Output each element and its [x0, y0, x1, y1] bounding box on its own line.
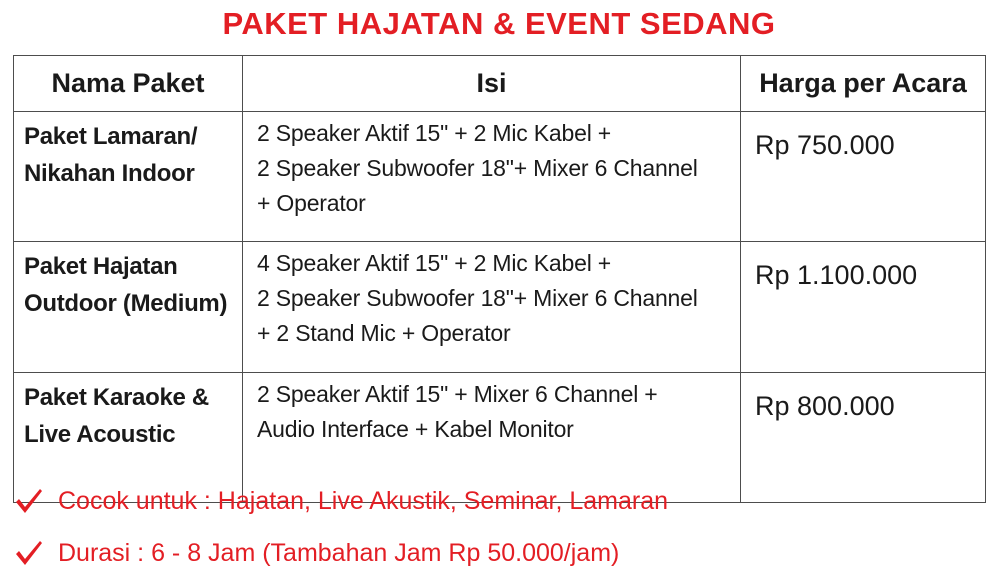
header-nama-paket: Nama Paket	[14, 56, 243, 112]
table-row	[14, 242, 986, 373]
package-name-line: Nikahan Indoor	[24, 160, 195, 187]
package-price-table	[13, 55, 986, 503]
package-name-line: Outdoor (Medium)	[24, 290, 228, 317]
package-name-cell	[14, 112, 243, 242]
package-contents-line: + 2 Stand Mic + Operator	[257, 320, 511, 346]
package-name-line: Paket Lamaran/	[24, 123, 198, 150]
page-title: PAKET HAJATAN & EVENT SEDANG	[222, 6, 776, 41]
package-price: Rp 800.000	[741, 373, 986, 503]
header-harga: Harga per Acara	[741, 56, 986, 112]
package-price: Rp 1.100.000	[741, 242, 986, 373]
package-contents-line: 2 Speaker Aktif 15" + 2 Mic Kabel +	[257, 120, 612, 146]
package-name-line: Paket Karaoke &	[24, 384, 209, 411]
package-contents-line: 2 Speaker Aktif 15" + Mixer 6 Channel +	[257, 381, 658, 407]
package-contents-line: 4 Speaker Aktif 15" + 2 Mic Kabel +	[257, 250, 612, 276]
check-icon	[14, 539, 44, 567]
note-duration	[14, 530, 974, 576]
table-header-row	[14, 56, 986, 112]
header-isi: Isi	[243, 56, 741, 112]
check-icon	[14, 487, 44, 515]
package-contents-line: Audio Interface + Kabel Monitor	[257, 416, 574, 442]
package-contents-line: + Operator	[257, 190, 366, 216]
package-contents-cell	[243, 242, 741, 373]
note-suitable-for	[14, 478, 974, 524]
package-name-line: Live Acoustic	[24, 421, 176, 448]
notes-list	[14, 478, 974, 582]
package-contents-cell	[243, 112, 741, 242]
package-contents-line: 2 Speaker Subwoofer 18"+ Mixer 6 Channel	[257, 155, 698, 181]
package-name-cell	[14, 242, 243, 373]
note-text: Cocok untuk : Hajatan, Live Akustik, Seminar, Lamaran	[58, 486, 669, 515]
table-row	[14, 112, 986, 242]
note-text: Durasi : 6 - 8 Jam (Tambahan Jam Rp 50.000/jam)	[58, 538, 620, 567]
package-name-line: Paket Hajatan	[24, 253, 178, 280]
package-price: Rp 750.000	[741, 112, 986, 242]
package-contents-line: 2 Speaker Subwoofer 18"+ Mixer 6 Channel	[257, 285, 698, 311]
